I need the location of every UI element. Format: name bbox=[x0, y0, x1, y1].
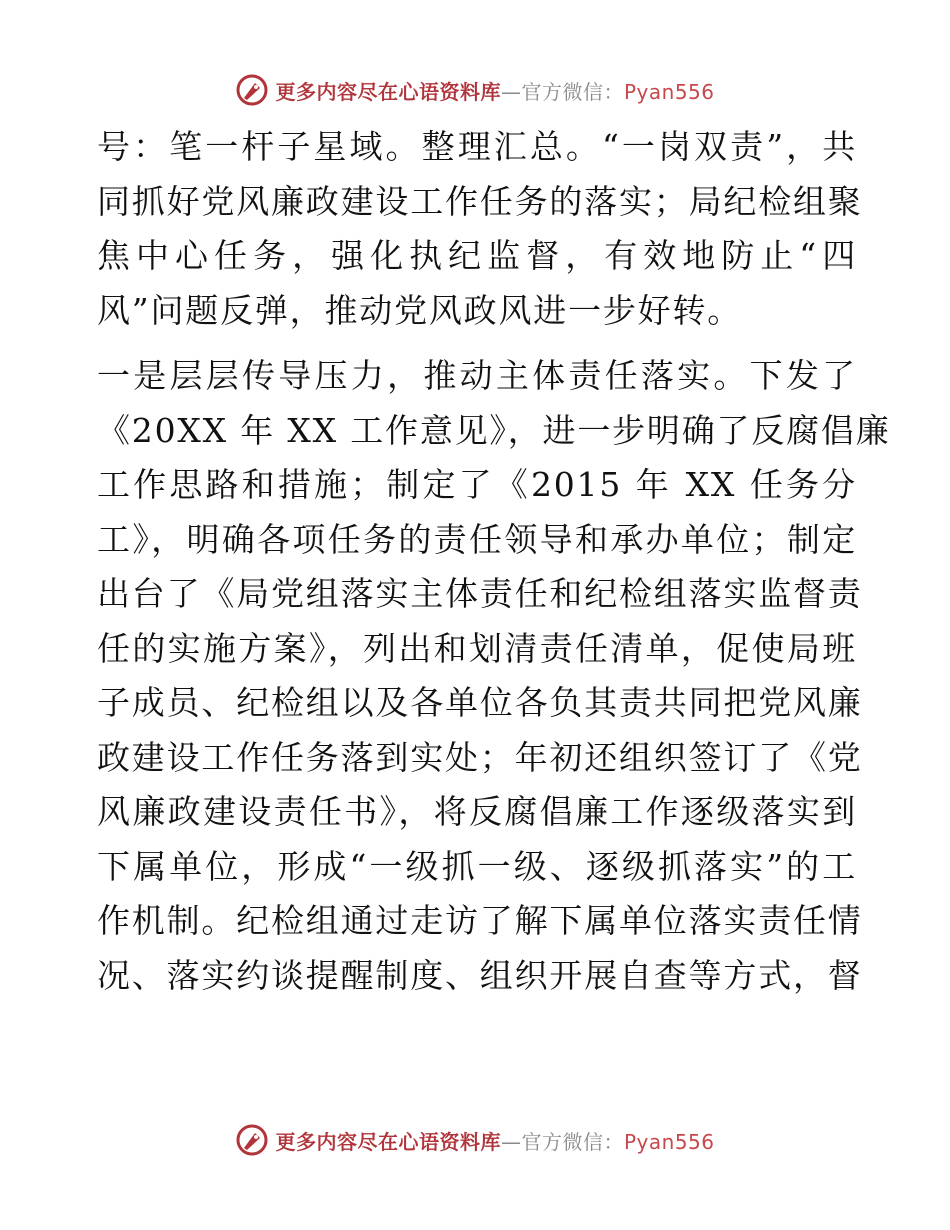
document-body bbox=[97, 120, 891, 1003]
text-line: 政建设工作任务落到实处；年初还组织签订了《党 bbox=[97, 737, 863, 777]
footer-watermark bbox=[0, 1120, 950, 1160]
text-line: 风”问题反弹，推动党风政风进一步好转。 bbox=[97, 290, 743, 330]
paragraph bbox=[97, 349, 891, 1003]
text-line: 号：笔一杆子星域。整理汇总。“一岗双责”，共 bbox=[97, 127, 857, 166]
text-line: 焦中心任务，强化执纪监督，有效地防止“四 bbox=[97, 236, 857, 275]
text-line: 《20XX 年 XX 工作意见》，进一步明确了反腐倡廉 bbox=[97, 410, 891, 450]
watermark-site-name: 更多内容尽在心语资料库 bbox=[275, 1129, 501, 1154]
text-line: 一是层层传导压力，推动主体责任落实。下发了 bbox=[97, 356, 857, 395]
watermark-contact-id: Pyan556 bbox=[623, 1129, 715, 1154]
watermark-contact-label: 官方微信： bbox=[521, 79, 624, 104]
watermark-separator: — bbox=[500, 1129, 522, 1154]
text-line: 工作思路和措施；制定了《2015 年 XX 任务分 bbox=[97, 465, 857, 504]
watermark-text bbox=[275, 1126, 714, 1155]
text-line: 下属单位，形成“一级抓一级、逐级抓落实”的工 bbox=[97, 846, 857, 886]
watermark-site-name: 更多内容尽在心语资料库 bbox=[275, 79, 501, 104]
text-line: 风廉政建设责任书》，将反腐倡廉工作逐级落实到 bbox=[97, 792, 857, 831]
text-line: 工》，明确各项任务的责任领导和承办单位；制定 bbox=[97, 519, 857, 559]
text-line: 况、落实约谈提醒制度、组织开展自查等方式，督 bbox=[97, 955, 863, 995]
text-line: 出台了《局党组落实主体责任和纪检组落实监督责 bbox=[97, 574, 863, 613]
paragraph-gap bbox=[97, 338, 857, 349]
watermark-contact-label: 官方微信： bbox=[521, 1129, 624, 1154]
watermark-text bbox=[275, 76, 714, 105]
paragraph bbox=[97, 120, 863, 338]
header-watermark bbox=[0, 70, 950, 110]
text-line: 作机制。纪检组通过走访了解下属单位落实责任情 bbox=[97, 901, 863, 940]
watermark-separator: — bbox=[500, 79, 522, 104]
text-line: 任的实施方案》，列出和划清责任清单，促使局班 bbox=[97, 628, 857, 668]
watermark-contact-id: Pyan556 bbox=[623, 79, 715, 104]
pen-nib-logo-icon bbox=[235, 73, 269, 107]
text-line: 同抓好党风廉政建设工作任务的落实；局纪检组聚 bbox=[97, 181, 863, 221]
text-line: 子成员、纪检组以及各单位各负其责共同把党风廉 bbox=[97, 683, 863, 722]
pen-nib-logo-icon bbox=[235, 1123, 269, 1157]
